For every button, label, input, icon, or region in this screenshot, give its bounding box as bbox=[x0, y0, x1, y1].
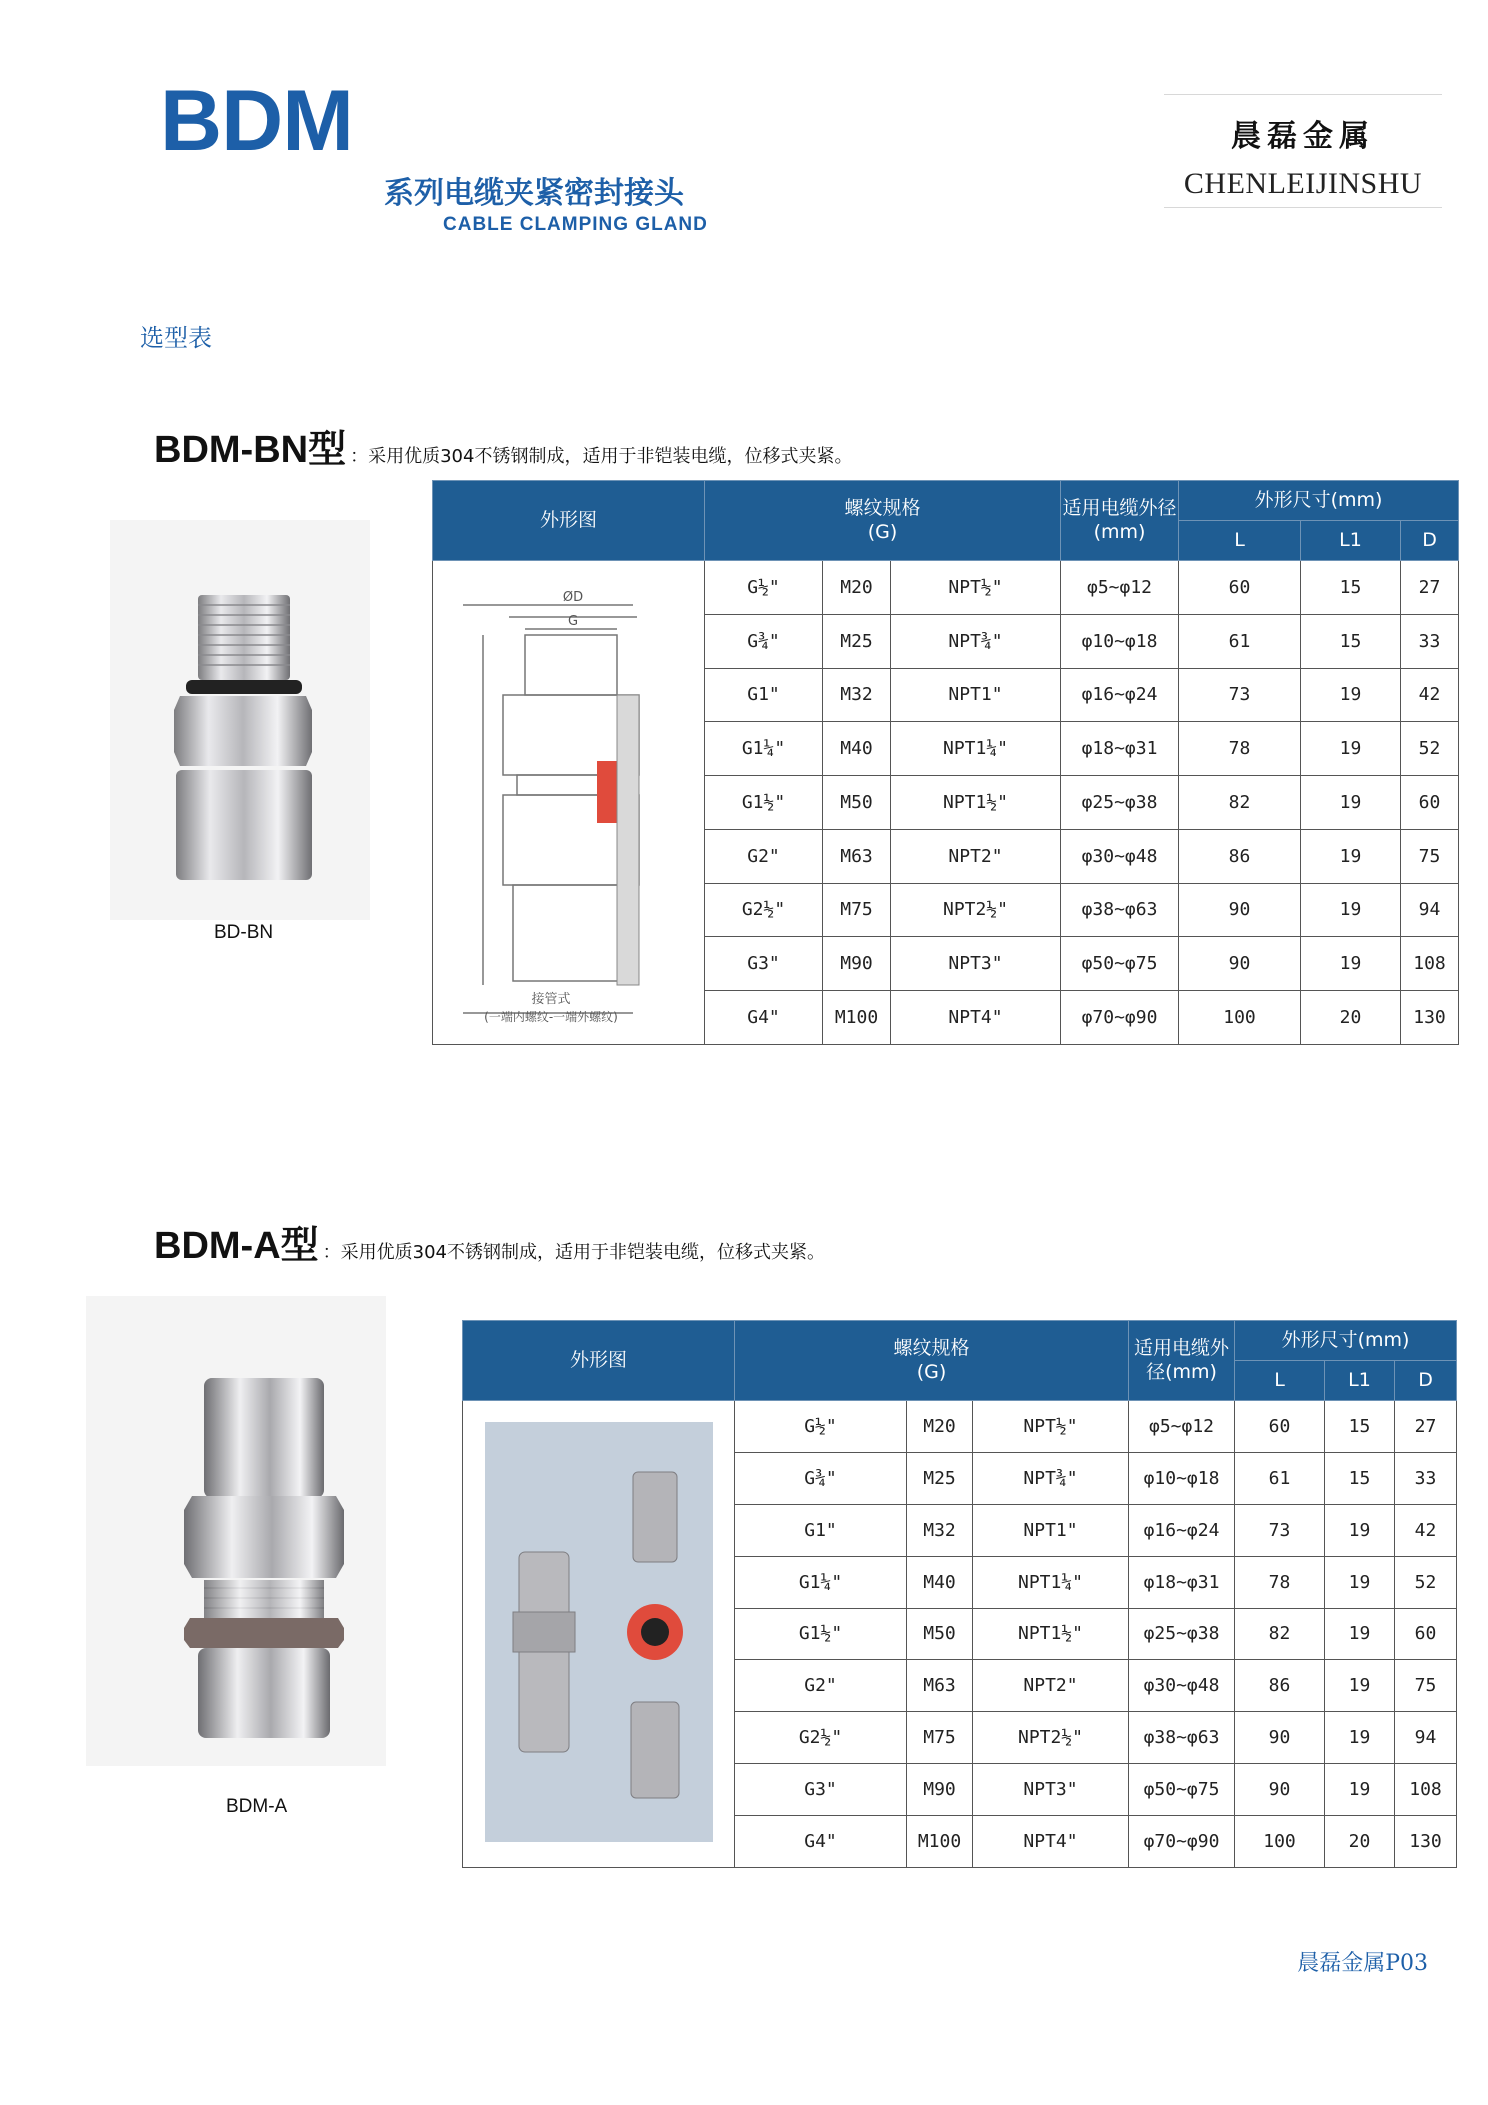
header-drawing: 外形图 bbox=[463, 1321, 735, 1401]
cell-L1: 19 bbox=[1301, 883, 1401, 937]
cell-L1: 19 bbox=[1325, 1660, 1395, 1712]
a-drawing-cell bbox=[463, 1401, 735, 1868]
cell-D: 108 bbox=[1395, 1764, 1457, 1816]
cell-L1: 20 bbox=[1325, 1816, 1395, 1868]
header-dims: 外形尺寸(mm) bbox=[1235, 1321, 1457, 1361]
cell-D: 108 bbox=[1401, 937, 1459, 991]
cell-m: M63 bbox=[823, 829, 891, 883]
cell-m: M75 bbox=[907, 1712, 973, 1764]
cell-m: M25 bbox=[823, 614, 891, 668]
cell-D: 60 bbox=[1401, 776, 1459, 830]
cell-m: M20 bbox=[907, 1401, 973, 1453]
cell-L: 60 bbox=[1235, 1401, 1325, 1453]
cell-L: 90 bbox=[1235, 1712, 1325, 1764]
cell-D: 94 bbox=[1395, 1712, 1457, 1764]
drawing-label: G bbox=[567, 614, 579, 629]
header-thread bbox=[705, 481, 1061, 561]
cell-g: G4" bbox=[735, 1816, 907, 1868]
cell-cable: φ38~φ63 bbox=[1061, 883, 1179, 937]
product-parts-photo bbox=[463, 1412, 735, 1852]
cell-cable: φ30~φ48 bbox=[1061, 829, 1179, 883]
cell-m: M40 bbox=[823, 722, 891, 776]
cell-D: 27 bbox=[1401, 561, 1459, 615]
technical-drawing bbox=[433, 565, 705, 1035]
header-thread-label: 螺纹规格 bbox=[844, 496, 921, 519]
cell-L1: 19 bbox=[1301, 668, 1401, 722]
cell-L: 90 bbox=[1179, 883, 1301, 937]
cell-D: 130 bbox=[1401, 991, 1459, 1045]
cell-L1: 15 bbox=[1325, 1401, 1395, 1453]
cell-g: G1½" bbox=[705, 776, 823, 830]
cell-m: M25 bbox=[907, 1452, 973, 1504]
subtitle-cn: 系列电缆夹紧密封接头 bbox=[384, 176, 684, 211]
cell-npt: NPT4" bbox=[891, 991, 1061, 1045]
cell-npt: NPT¾" bbox=[973, 1452, 1129, 1504]
product-photo-bn bbox=[110, 520, 370, 920]
cell-cable: φ10~φ18 bbox=[1061, 614, 1179, 668]
cell-npt: NPT2½" bbox=[891, 883, 1061, 937]
header-L: L bbox=[1235, 1361, 1325, 1401]
model-title-a bbox=[154, 1214, 825, 1269]
cell-L1: 19 bbox=[1325, 1608, 1395, 1660]
logo-en: CHENLEIJINSHU bbox=[1183, 167, 1423, 200]
model-title-bn bbox=[154, 418, 852, 473]
header-cable: 适用电缆外径(mm) bbox=[1061, 481, 1179, 561]
cell-D: 94 bbox=[1401, 883, 1459, 937]
spec-table-a bbox=[462, 1320, 1457, 1868]
spec-table-bn bbox=[432, 480, 1459, 1045]
cell-g: G1½" bbox=[735, 1608, 907, 1660]
cell-L1: 15 bbox=[1301, 614, 1401, 668]
cell-L1: 19 bbox=[1301, 829, 1401, 883]
table-row bbox=[463, 1401, 1457, 1453]
drawing-label: 接管式 bbox=[531, 992, 571, 1007]
cell-cable: φ5~φ12 bbox=[1129, 1401, 1235, 1453]
cell-g: G2" bbox=[705, 829, 823, 883]
cell-g: G3" bbox=[735, 1764, 907, 1816]
cell-L: 78 bbox=[1179, 722, 1301, 776]
gland-photo-bn bbox=[110, 520, 370, 920]
cell-L1: 19 bbox=[1301, 937, 1401, 991]
cell-cable: φ5~φ12 bbox=[1061, 561, 1179, 615]
cell-npt: NPT1" bbox=[973, 1504, 1129, 1556]
cell-L1: 15 bbox=[1325, 1452, 1395, 1504]
cell-npt: NPT½" bbox=[891, 561, 1061, 615]
cell-D: 130 bbox=[1395, 1816, 1457, 1868]
cell-npt: NPT3" bbox=[973, 1764, 1129, 1816]
cell-m: M90 bbox=[823, 937, 891, 991]
cell-L1: 19 bbox=[1301, 776, 1401, 830]
photo-caption-bn: BD-BN bbox=[214, 922, 274, 943]
cell-m: M90 bbox=[907, 1764, 973, 1816]
cell-cable: φ30~φ48 bbox=[1129, 1660, 1235, 1712]
cell-npt: NPT3" bbox=[891, 937, 1061, 991]
cell-npt: NPT1½" bbox=[973, 1608, 1129, 1660]
cell-g: G2½" bbox=[705, 883, 823, 937]
cell-g: G2½" bbox=[735, 1712, 907, 1764]
cell-npt: NPT¾" bbox=[891, 614, 1061, 668]
gland-photo-a bbox=[86, 1296, 386, 1766]
brand-title: BDM bbox=[160, 73, 353, 169]
cell-npt: NPT2½" bbox=[973, 1712, 1129, 1764]
cell-D: 75 bbox=[1401, 829, 1459, 883]
cell-g: G1¼" bbox=[705, 722, 823, 776]
product-photo-a bbox=[86, 1296, 386, 1766]
cell-L: 60 bbox=[1179, 561, 1301, 615]
header-D: D bbox=[1401, 521, 1459, 561]
cell-g: G4" bbox=[705, 991, 823, 1045]
cell-D: 42 bbox=[1395, 1504, 1457, 1556]
cell-npt: NPT1½" bbox=[891, 776, 1061, 830]
cell-L: 100 bbox=[1179, 991, 1301, 1045]
cell-npt: NPT1¼" bbox=[891, 722, 1061, 776]
cell-L1: 19 bbox=[1301, 722, 1401, 776]
cell-g: G1" bbox=[705, 668, 823, 722]
cell-m: M32 bbox=[907, 1504, 973, 1556]
cell-D: 27 bbox=[1395, 1401, 1457, 1453]
company-logo bbox=[1164, 94, 1442, 208]
cell-npt: NPT2" bbox=[973, 1660, 1129, 1712]
cell-m: M75 bbox=[823, 883, 891, 937]
cell-m: M20 bbox=[823, 561, 891, 615]
cell-g: G1" bbox=[735, 1504, 907, 1556]
cell-npt: NPT½" bbox=[973, 1401, 1129, 1453]
cell-npt: NPT1¼" bbox=[973, 1556, 1129, 1608]
cell-cable: φ18~φ31 bbox=[1129, 1556, 1235, 1608]
section-title: 选型表 bbox=[140, 324, 212, 352]
cell-L1: 19 bbox=[1325, 1556, 1395, 1608]
cell-cable: φ25~φ38 bbox=[1129, 1608, 1235, 1660]
header-D: D bbox=[1395, 1361, 1457, 1401]
cell-g: G½" bbox=[705, 561, 823, 615]
cell-L: 82 bbox=[1179, 776, 1301, 830]
cell-cable: φ16~φ24 bbox=[1061, 668, 1179, 722]
cell-D: 33 bbox=[1401, 614, 1459, 668]
cell-m: M50 bbox=[907, 1608, 973, 1660]
bn-drawing-cell bbox=[433, 561, 705, 1045]
cell-g: G¾" bbox=[705, 614, 823, 668]
cell-L: 90 bbox=[1179, 937, 1301, 991]
cell-D: 60 bbox=[1395, 1608, 1457, 1660]
cell-cable: φ25~φ38 bbox=[1061, 776, 1179, 830]
cell-L1: 15 bbox=[1301, 561, 1401, 615]
header-L1: L1 bbox=[1325, 1361, 1395, 1401]
cell-cable: φ10~φ18 bbox=[1129, 1452, 1235, 1504]
header-dims: 外形尺寸(mm) bbox=[1179, 481, 1459, 521]
logo-cn: 晨磊金属 bbox=[1231, 119, 1375, 154]
model-description: ：采用优质304不锈钢制成，适用于非铠装电缆，位移式夹紧。 bbox=[350, 446, 853, 467]
cell-g: G2" bbox=[735, 1660, 907, 1712]
cell-m: M50 bbox=[823, 776, 891, 830]
cell-m: M40 bbox=[907, 1556, 973, 1608]
cell-g: G¾" bbox=[735, 1452, 907, 1504]
drawing-label: (一端内螺纹-一端外螺纹) bbox=[484, 1010, 618, 1024]
cell-cable: φ18~φ31 bbox=[1061, 722, 1179, 776]
cell-g: G½" bbox=[735, 1401, 907, 1453]
cell-L: 86 bbox=[1235, 1660, 1325, 1712]
cell-cable: φ16~φ24 bbox=[1129, 1504, 1235, 1556]
cell-L1: 19 bbox=[1325, 1712, 1395, 1764]
cell-D: 42 bbox=[1401, 668, 1459, 722]
cell-m: M63 bbox=[907, 1660, 973, 1712]
cell-g: G3" bbox=[705, 937, 823, 991]
header-drawing: 外形图 bbox=[433, 481, 705, 561]
cell-D: 52 bbox=[1395, 1556, 1457, 1608]
cell-D: 33 bbox=[1395, 1452, 1457, 1504]
header-cable: 适用电缆外径(mm) bbox=[1129, 1321, 1235, 1401]
photo-caption-a: BDM-A bbox=[226, 1796, 288, 1817]
header-L: L bbox=[1179, 521, 1301, 561]
cell-cable: φ70~φ90 bbox=[1061, 991, 1179, 1045]
cell-L: 100 bbox=[1235, 1816, 1325, 1868]
cell-L1: 19 bbox=[1325, 1764, 1395, 1816]
cell-L: 73 bbox=[1235, 1504, 1325, 1556]
model-name: BDM-BN型 bbox=[154, 429, 347, 471]
model-description: ：采用优质304不锈钢制成，适用于非铠装电缆，位移式夹紧。 bbox=[322, 1242, 825, 1263]
cell-L: 78 bbox=[1235, 1556, 1325, 1608]
cell-L1: 19 bbox=[1325, 1504, 1395, 1556]
cell-cable: φ38~φ63 bbox=[1129, 1712, 1235, 1764]
table-row bbox=[433, 561, 1459, 615]
cell-L: 61 bbox=[1179, 614, 1301, 668]
cell-m: M100 bbox=[823, 991, 891, 1045]
cell-npt: NPT1" bbox=[891, 668, 1061, 722]
cell-L: 73 bbox=[1179, 668, 1301, 722]
header-thread bbox=[735, 1321, 1129, 1401]
cell-npt: NPT2" bbox=[891, 829, 1061, 883]
cell-g: G1¼" bbox=[735, 1556, 907, 1608]
cell-cable: φ50~φ75 bbox=[1129, 1764, 1235, 1816]
cell-L: 86 bbox=[1179, 829, 1301, 883]
cell-D: 75 bbox=[1395, 1660, 1457, 1712]
drawing-label: ØD bbox=[562, 590, 584, 605]
cell-m: M32 bbox=[823, 668, 891, 722]
header-thread-sub: (G) bbox=[916, 1360, 947, 1383]
page-footer: 晨磊金属P03 bbox=[1297, 1951, 1428, 1976]
cell-L: 82 bbox=[1235, 1608, 1325, 1660]
cell-cable: φ70~φ90 bbox=[1129, 1816, 1235, 1868]
header-L1: L1 bbox=[1301, 521, 1401, 561]
cell-L: 90 bbox=[1235, 1764, 1325, 1816]
cell-npt: NPT4" bbox=[973, 1816, 1129, 1868]
model-name: BDM-A型 bbox=[154, 1225, 319, 1267]
cell-D: 52 bbox=[1401, 722, 1459, 776]
cell-cable: φ50~φ75 bbox=[1061, 937, 1179, 991]
header-thread-sub: (G) bbox=[867, 520, 898, 543]
subtitle-en: CABLE CLAMPING GLAND bbox=[443, 214, 708, 235]
cell-L1: 20 bbox=[1301, 991, 1401, 1045]
cell-m: M100 bbox=[907, 1816, 973, 1868]
header-thread-label: 螺纹规格 bbox=[893, 1336, 970, 1359]
cell-L: 61 bbox=[1235, 1452, 1325, 1504]
